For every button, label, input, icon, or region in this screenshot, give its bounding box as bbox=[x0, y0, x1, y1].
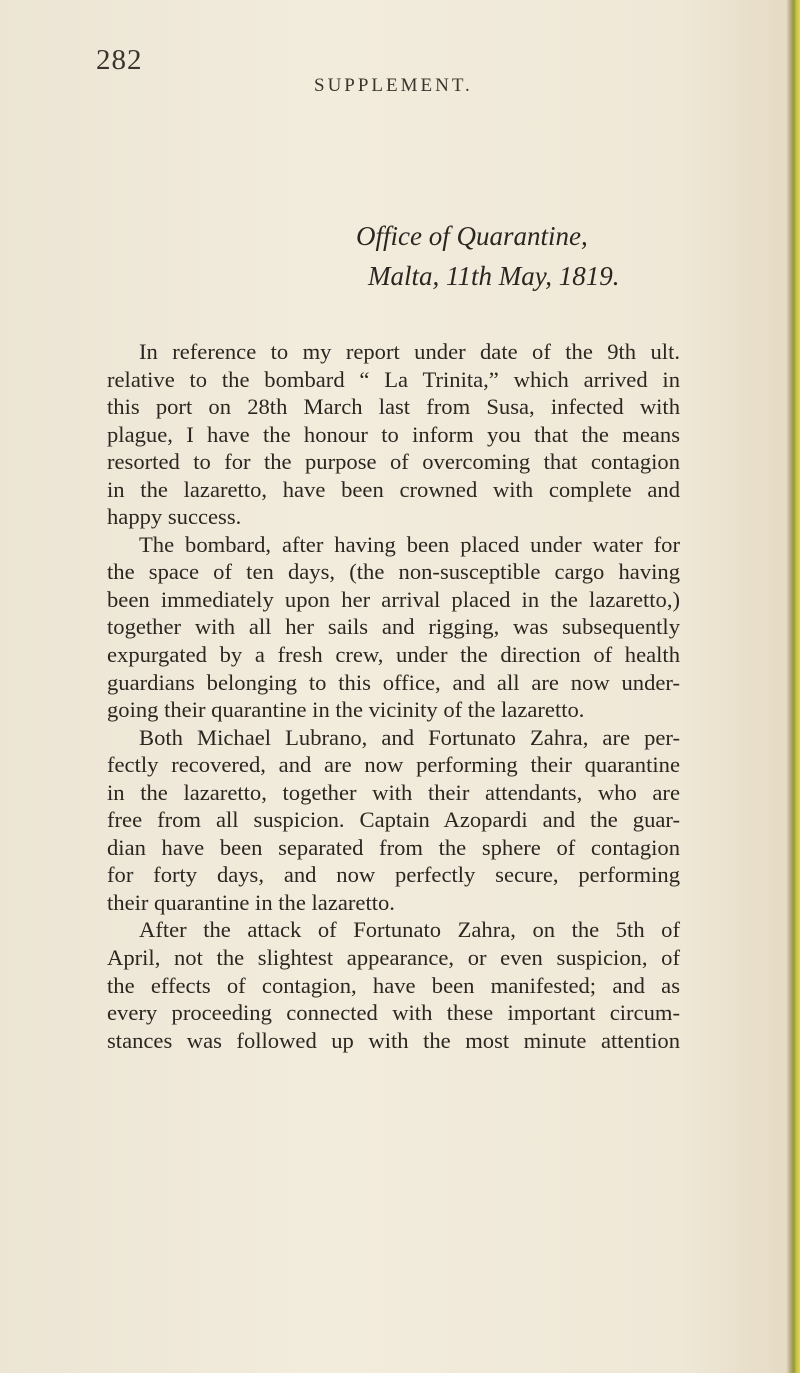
text-line: for forty days, and now perfectly secure, performing bbox=[107, 862, 680, 888]
page-number: 282 bbox=[96, 44, 143, 76]
text-line: in the lazaretto, together with their attendants, who are bbox=[107, 779, 680, 805]
text-line: together with all her sails and rigging, was subsequently bbox=[107, 614, 680, 640]
text-line: dian have been separated from the sphere of contagion bbox=[107, 834, 680, 860]
paragraph bbox=[107, 531, 680, 724]
running-head: SUPPLEMENT. bbox=[314, 75, 473, 96]
text-line: their quarantine in the lazaretto. bbox=[107, 889, 395, 915]
text-line: Both Michael Lubrano, and Fortunato Zahra, are per- bbox=[139, 724, 680, 750]
page-edge bbox=[786, 0, 800, 1373]
text-line: free from all suspicion. Captain Azopardi and the guar- bbox=[107, 807, 680, 833]
text-line: going their quarantine in the vicinity of the lazaretto. bbox=[107, 697, 585, 723]
text-line: stances was followed up with the most minute attention bbox=[107, 1027, 680, 1053]
paragraph bbox=[107, 724, 680, 917]
letter-body bbox=[107, 338, 680, 1054]
text-line: plague, I have the honour to inform you that the means bbox=[107, 421, 680, 447]
text-line: happy success. bbox=[107, 504, 242, 530]
text-line: been immediately upon her arrival placed in the lazaretto,) bbox=[107, 586, 680, 612]
text-line: every proceeding connected with these important circum- bbox=[107, 1000, 680, 1026]
text-line: the space of ten days, (the non-susceptible cargo having bbox=[107, 559, 680, 585]
text-line: resorted to for the purpose of overcoming that contagion bbox=[107, 449, 680, 475]
text-line: In reference to my report under date of the 9th ult. bbox=[139, 339, 680, 364]
text-line: guardians belonging to this office, and all are now under- bbox=[107, 669, 680, 695]
text-line: The bombard, after having been placed under water for bbox=[139, 531, 680, 557]
dateline bbox=[356, 223, 619, 290]
text-line: expurgated by a fresh crew, under the direction of health bbox=[107, 642, 680, 668]
text-line: fectly recovered, and are now performing their quarantine bbox=[107, 752, 680, 778]
paragraph bbox=[107, 338, 680, 531]
dateline-office: Office of Quarantine, bbox=[356, 221, 588, 251]
paragraph bbox=[107, 916, 680, 1054]
dateline-place: Malta, bbox=[368, 261, 440, 291]
text-line: this port on 28th March last from Susa, infected with bbox=[107, 394, 680, 420]
text-line: relative to the bombard “ La Trinita,” which arrived in bbox=[107, 366, 680, 392]
text-line: in the lazaretto, have been crowned with complete and bbox=[107, 476, 680, 502]
dateline-date: 11th May, 1819. bbox=[446, 261, 620, 291]
text-line: the effects of contagion, have been manifested; and as bbox=[107, 972, 680, 998]
dateline-place-date bbox=[368, 263, 619, 290]
text-line: April, not the slightest appearance, or even suspicion, of bbox=[107, 945, 680, 971]
text-line: After the attack of Fortunato Zahra, on the 5th of bbox=[139, 917, 680, 943]
